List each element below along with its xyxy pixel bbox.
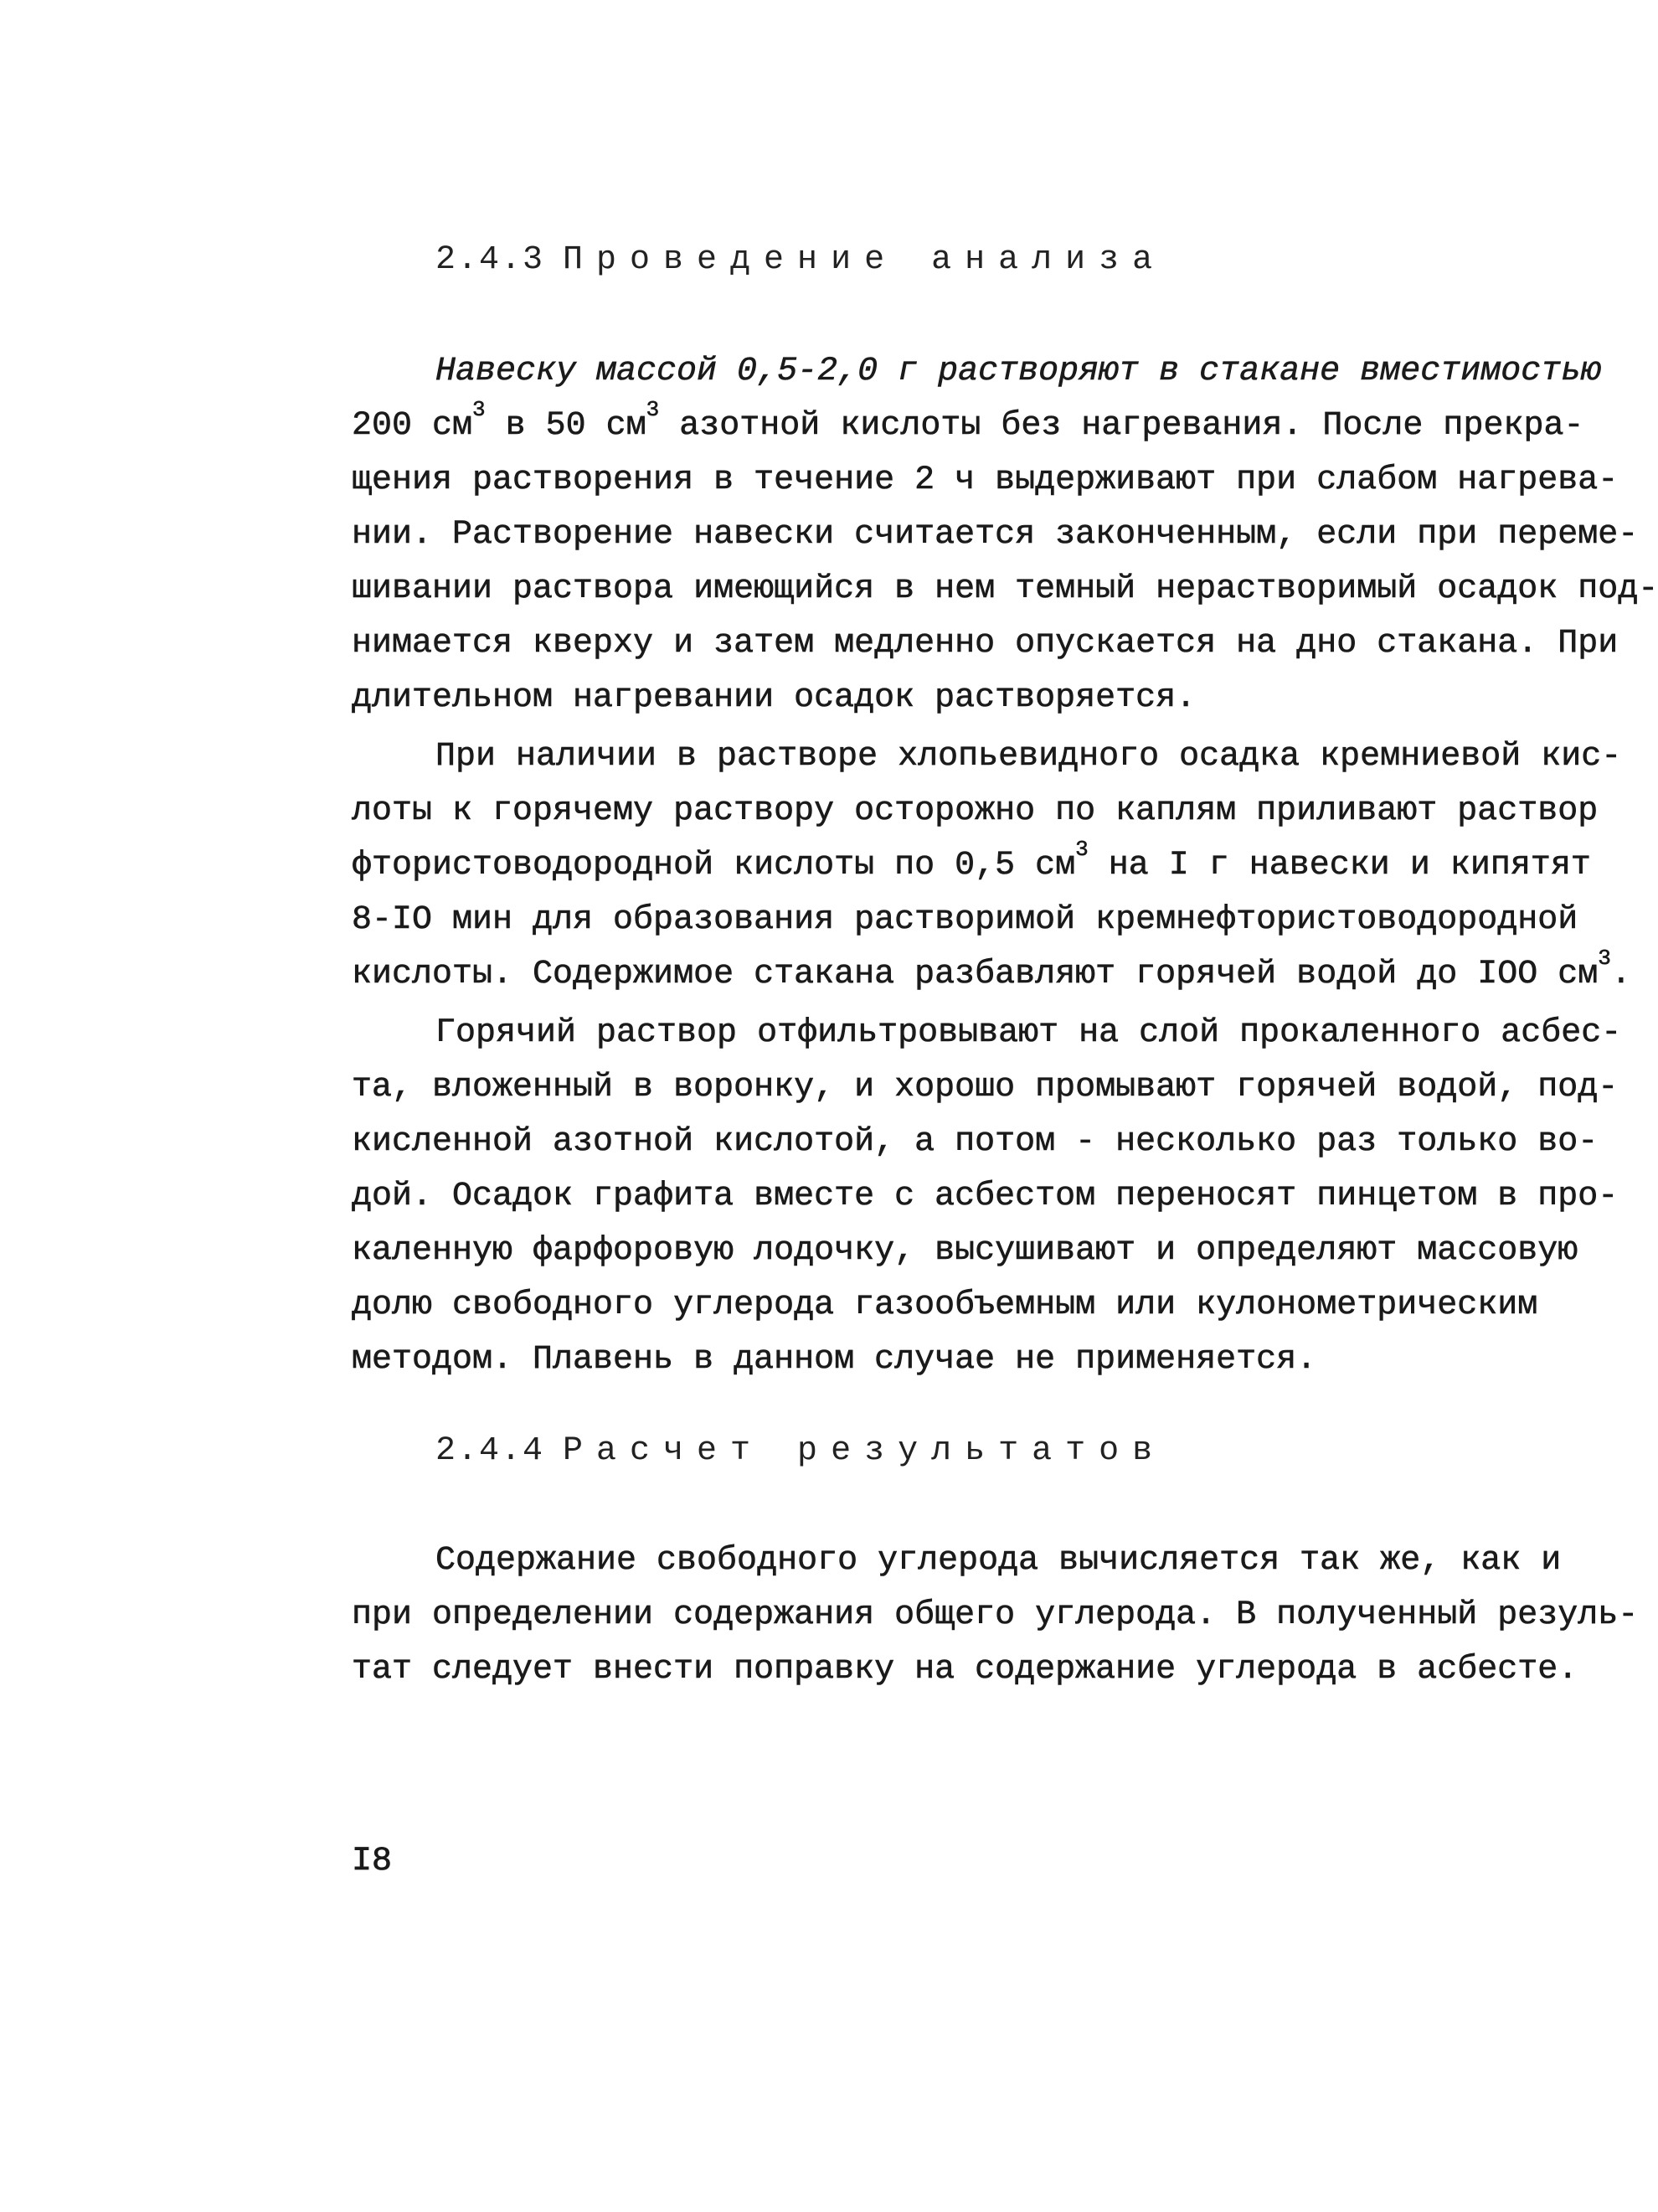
section-title: Расчет результатов [563,1432,1166,1470]
paragraph-line: кислоты. Содержимое стакана разбавляют горячей водой до IOO $см^3$. [352,946,1631,993]
section-number: 2.4.4 [435,1432,545,1470]
paragraph-line: нимается кверху и затем медленно опускается на дно стакана. При [352,625,1619,663]
paragraph-line: каленную фарфоровую лодочку, высушивают и определяют массовую [352,1232,1578,1270]
paragraph-line: нии. Растворение навески считается законченным, если при переме- [352,516,1639,554]
section-heading-2-4-3 [435,241,1166,279]
paragraph-line: дой. Осадок графита вместе с асбестом переносят пинцетом в про- [352,1178,1619,1215]
paragraph-line: методом. Плавень в данном случае не применяется. [352,1341,1317,1379]
paragraph-line: Содержание свободного углерода вычисляется так же, как и [435,1542,1562,1580]
section-heading-2-4-4 [435,1432,1166,1470]
paragraph-line: шивании раствора имеющийся в нем темный нерастворимый осадок под- [352,570,1658,608]
paragraph-line: 200 $см^3$ в 50 $см^3$ азотной кислоты без нагревания. После прекра- [352,397,1584,445]
section-title: Проведение анализа [563,241,1166,279]
paragraph-line: долю свободного углерода газообъемным или кулонометрическим [352,1286,1538,1324]
paragraph-line: Горячий раствор отфильтровывают на слой прокаленного асбес- [435,1014,1622,1052]
paragraph-line: при определении содержания общего углерода. В полученный резуль- [352,1596,1639,1634]
paragraph-line: кисленной азотной кислотой, а потом - несколько раз только во- [352,1123,1599,1161]
section-number: 2.4.3 [435,241,545,279]
paragraph-line: лоты к горячему раствору осторожно по каплям приливают раствор [352,792,1599,830]
paragraph-line: фтористоводородной кислоты по 0,5 $см^3$ на I г навески и кипятят [352,837,1591,884]
paragraph-line: та, вложенный в воронку, и хорошо промывают горячей водой, под- [352,1069,1619,1106]
paragraph-line: При наличии в растворе хлопьевидного осадка кремниевой кис- [435,738,1622,776]
paragraph-line: длительном нагревании осадок растворяется. [352,679,1197,717]
paragraph-line: Навеску массой 0,5-2,0 г растворяют в стакане вместимостью [435,353,1602,390]
paragraph-line: 8-IO мин для образования растворимой кремнефтористоводородной [352,901,1578,939]
paragraph-line: тат следует внести поправку на содержание углерода в асбесте. [352,1651,1578,1689]
page-number: I8 [352,1843,393,1880]
paragraph-line: щения растворения в течение 2 ч выдерживают при слабом нагрева- [352,461,1619,499]
